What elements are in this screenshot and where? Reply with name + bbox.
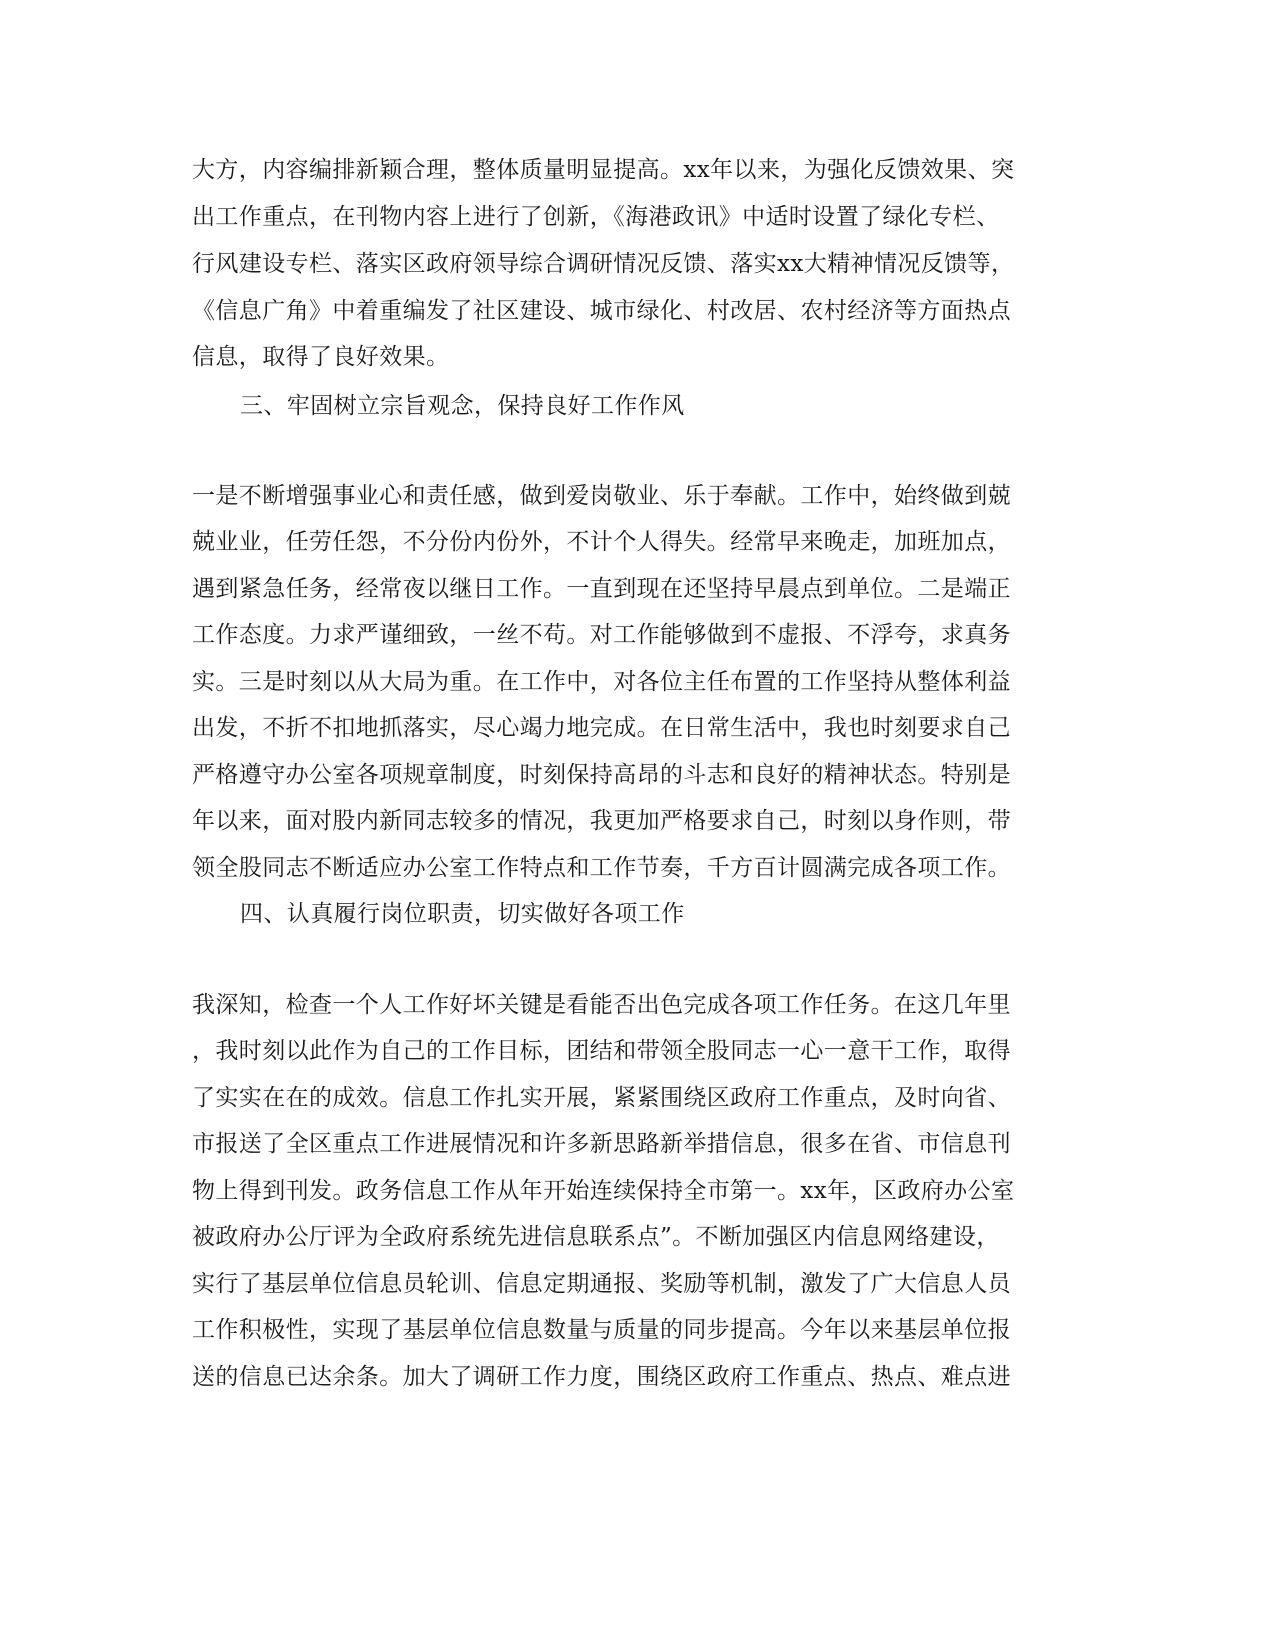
text-line: 实。三是时刻以从大局为重。在工作中，对各位主任布置的工作坚持从整体利益 xyxy=(192,669,1011,695)
text-line: 一是不断增强事业心和责任感，做到爱岗敬业、乐于奉献。工作中，始终做到兢 xyxy=(192,483,1011,509)
text-line: 年以来，面对股内新同志较多的情况，我更加严格要求自己，时刻以身作则，带 xyxy=(192,808,1011,834)
text-line: 市报送了全区重点工作进展情况和许多新思路新举措信息，很多在省、市信息刊 xyxy=(192,1131,1011,1157)
text-line: 了实实在在的成效。信息工作扎实开展，紧紧围绕区政府工作重点，及时向省、 xyxy=(192,1085,1011,1111)
text-line: 出工作重点，在刊物内容上进行了创新，《海港政讯》中适时设置了绿化专栏、 xyxy=(192,204,1000,230)
text-line: 行风建设专栏、落实区政府领导综合调研情况反馈、落实xx大精神情况反馈等， xyxy=(192,251,1015,277)
text-line: 《信息广角》中着重编发了社区建设、城市绿化、村改居、农村经济等方面热点 xyxy=(192,298,1011,324)
text-line: 被政府办公厅评为全政府系统先进信息联系点”。不断加强区内信息网络建设， xyxy=(192,1224,1000,1250)
text-line: 遇到紧急任务，经常夜以继日工作。一直到现在还坚持早晨点到单位。二是端正 xyxy=(192,576,1011,602)
text-line: 出发，不折不扣地抓落实，尽心竭力地完成。在日常生活中，我也时刻要求自己 xyxy=(192,715,1011,741)
text-line: 我深知，检查一个人工作好坏关键是看能否出色完成各项工作任务。在这几年里 xyxy=(192,992,1011,1018)
text-line: 送的信息已达余条。加大了调研工作力度，围绕区政府工作重点、热点、难点进 xyxy=(192,1364,1011,1390)
text-line: ，我时刻以此作为自己的工作目标，团结和带领全股同志一心一意干工作，取得 xyxy=(192,1038,1011,1064)
text-line: 工作积极性，实现了基层单位信息数量与质量的同步提高。今年以来基层单位报 xyxy=(192,1317,1011,1343)
text-line: 物上得到刊发。政务信息工作从年开始连续保持全市第一。xx年，区政府办公室 xyxy=(192,1178,1015,1204)
text-line: 实行了基层单位信息员轮训、信息定期通报、奖励等机制，激发了广大信息人员 xyxy=(192,1271,1011,1297)
text-line: 领全股同志不断适应办公室工作特点和工作节奏，千方百计圆满完成各项工作。 xyxy=(192,855,1011,881)
text-line: 工作态度。力求严谨细致，一丝不苟。对工作能够做到不虚报、不浮夸，求真务 xyxy=(192,622,1011,648)
section-heading: 三、牢固树立宗旨观念，保持良好工作作风 xyxy=(240,393,685,419)
text-line: 严格遵守办公室各项规章制度，时刻保持高昂的斗志和良好的精神状态。特别是 xyxy=(192,762,1011,788)
text-line: 大方，内容编排新颖合理，整体质量明显提高。xx年以来，为强化反馈效果、突 xyxy=(192,157,1015,183)
section-heading: 四、认真履行岗位职责，切实做好各项工作 xyxy=(240,901,685,927)
text-line: 兢业业，任劳任怨，不分份内份外，不计个人得失。经常早来晚走，加班加点， xyxy=(192,529,1011,555)
text-line: 信息，取得了良好效果。 xyxy=(192,344,450,370)
